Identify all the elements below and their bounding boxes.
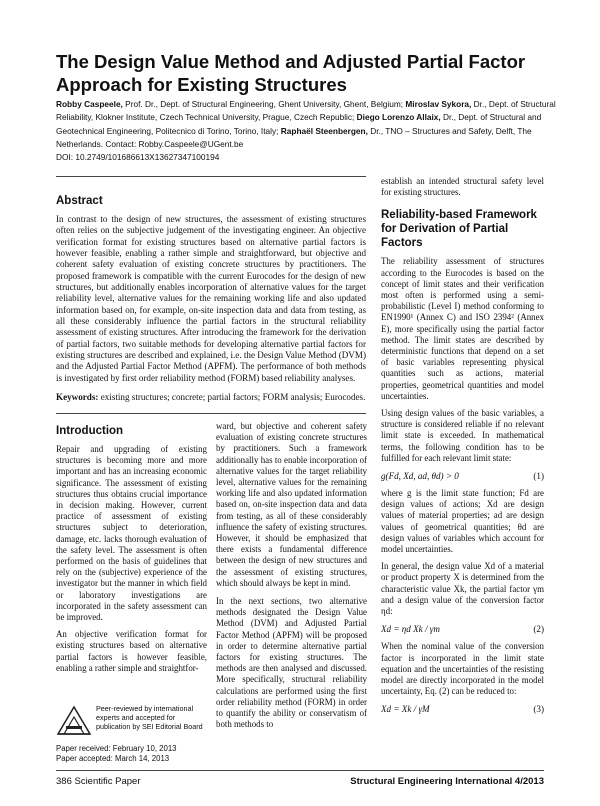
intro-paragraph: An objective verification format for existing structures based on alternative partial factors is however feasible, enabling a rather simple and straightfor- — [56, 629, 207, 673]
equation-2 — [381, 624, 544, 635]
doi: DOI: 10.2749/101686613X13627347100194 — [56, 152, 220, 162]
sei-logo — [56, 704, 92, 736]
author-name: Robby Caspeele, — [56, 99, 123, 109]
submission-dates — [56, 744, 177, 764]
page-number: 386 Scientific Paper — [56, 776, 141, 787]
equation-text: g(Fd, Xd, ad, θd) > 0 — [381, 471, 459, 482]
author-affiliation: Dr., Dept. of Structural and Geotechnical Engineering, Politecnico di Torino, Torino, Italy; — [56, 112, 542, 136]
equation-number: (1) — [533, 471, 544, 482]
author-affiliation: Prof. Dr., Dept. of Structural Engineering, Ghent University, Ghent, Belgium; — [122, 99, 406, 109]
equation-number: (3) — [533, 704, 544, 715]
intro-paragraph: ward, but objective and coherent safety evaluation of existing concrete structures by practitioners. Such a framework additionally has to enable incorporation of alternative values for the target reliability level, alternative values for the remaining working life and also updated information based on, on-site inspection data and data from testing, as all of these considerably influence the safety of existing structures. However, it should be emphasized that there exists a fundamental difference between the design of new structures and the assessment of existing structures, which should always be kept in mind. — [216, 421, 367, 588]
author-list — [56, 98, 558, 152]
author-name: Miroslav Sykora, — [405, 99, 472, 109]
accepted-date: Paper accepted: March 14, 2013 — [56, 754, 170, 763]
body-paragraph: establish an intended structural safety level for existing structures. — [381, 176, 544, 198]
right-column — [381, 176, 544, 715]
body-paragraph: When the nominal value of the conversion factor is incorporated in the limit state equation and the uncertainties of the resisting model are directly incorporated in the model uncertainty, Eq. (2) can be reduced to: — [381, 641, 544, 697]
abstract-text: In contrast to the design of new structures, the assessment of existing structures often relies on the subjective judgement of the investigating engineer. An objective verification format for existing structures based on alternative partial factors is however feasible, enabling a rather simple and straightforward, but objective and coherent safety evaluation of existing concrete structures by practitioners. The proposed framework is compatible with the current Eurocodes for the design of new structures, but additionally enables incorporation of alternative values for the target reliability level, alternative values for the remaining working life and also updated information based on, for example, on-site inspection data and data from testing, as all these considerably influence the partial factors in the structural reliability assessment of existing structures. After introducing the framework for the derivation of partial factors, two suitable methods for developing alternative partial factors for existing structures are described and explained, i.e. the Design Value Method (DVM) and the Adjusted Partial Factor Method (APFM). The performance of both methods is investigated by first order reliability method (FORM) based reliability analyses. — [56, 214, 366, 383]
intro-paragraph: Repair and upgrading of existing structures is becoming more and more important and has an increasing economic significance. The assessment of existing structures thus obtains crucial importance in decision making. However, current practice of assessment of existing structures subject to deterioration, damage, etc. lacks thorough evaluation of the safety level. The assessment is often performed on the basis of guidelines that rely on the (subjective) experience of the investigator but the manner in which field or laboratory investigations are incorporated in the safety assessment can be improved. — [56, 444, 207, 623]
journal-name: Structural Engineering International 4/2013 — [350, 776, 544, 787]
abstract-heading: Abstract — [56, 195, 103, 207]
keywords-label: Keywords: — [56, 392, 99, 403]
equation-text: Xd = ηd Xk / γm — [381, 624, 440, 635]
author-affiliation: Dr., Dept. of Structural Reliability, Klokner Institute, Czech Technical University, Prague, Czech Republic; — [56, 99, 556, 123]
section-heading: Reliability-based Framework for Derivation of Partial Factors — [381, 209, 537, 250]
paper-title: The Design Value Method and Adjusted Partial Factor Approach for Existing Structures — [56, 51, 526, 95]
keywords-list: existing structures; concrete; partial factors; FORM analysis; Eurocodes. — [98, 392, 366, 403]
body-paragraph: The reliability assessment of structures according to the Eurocodes is based on the concept of limit states and their verification most often is performed using a semi-probabilistic (Level I) method conforming to EN1990¹ (Annex C) and ISO 2394² (Annex E), more specifically using the partial factor method. The limit states are described by deterministic functions that depend on a set of basic variables representing physical quantities such as actions, material properties, geometrical quantities and model uncertainties. — [381, 256, 544, 401]
intro-left-column — [56, 424, 207, 674]
footer-divider — [56, 770, 544, 771]
author-affiliation: Dr., TNO – Structures and Safety, Delft, The Netherlands. Contact: Robby.Caspeele@UGent.be — [56, 125, 532, 150]
author-name: Diego Lorenzo Allaix, — [356, 112, 441, 123]
intro-heading: Introduction — [56, 425, 124, 437]
peer-review-note: Peer-reviewed by international experts and accepted for publication by SEI Editorial Board — [96, 704, 203, 731]
equation-number: (2) — [533, 624, 544, 635]
body-paragraph: where g is the limit state function; Fd are design values of actions; Xd are design values of material properties; ad are design values of geometrical quantities; θd are design values of variables which account for model uncertainties. — [381, 488, 544, 555]
body-paragraph: Using design values of the basic variables, a structure is considered reliable if no relevant limit state is exceeded. In mathematical terms, the following condition has to be fulfilled for each relevant limit state: — [381, 408, 544, 463]
keywords — [56, 392, 366, 403]
equation-text: Xd = Xk / γM — [381, 704, 430, 715]
received-date: Paper received: February 10, 2013 — [56, 744, 177, 753]
equation-1 — [381, 471, 544, 482]
equation-3 — [381, 704, 544, 715]
intro-right-column — [216, 421, 367, 730]
divider — [56, 176, 366, 177]
body-paragraph: In general, the design value Xd of a material or product property X is determined from the characteristic value Xk, the partial factor γm and a design value of the conversion factor ηd: — [381, 561, 544, 617]
abstract-section — [56, 194, 366, 404]
intro-paragraph: In the next sections, two alternative methods designated the Design Value Method (DVM) and Adjusted Partial Factor Method (APFM) will be proposed in order to determine alternative partial factors for existing structures. The methods are then analysed and discussed. More specifically, structural reliability calculations are performed using the first order reliability method (FORM) in order to quantify the ability or conservatism of both methods to — [216, 596, 367, 730]
divider — [56, 413, 366, 414]
author-name: Raphaël Steenbergen, — [280, 125, 368, 136]
